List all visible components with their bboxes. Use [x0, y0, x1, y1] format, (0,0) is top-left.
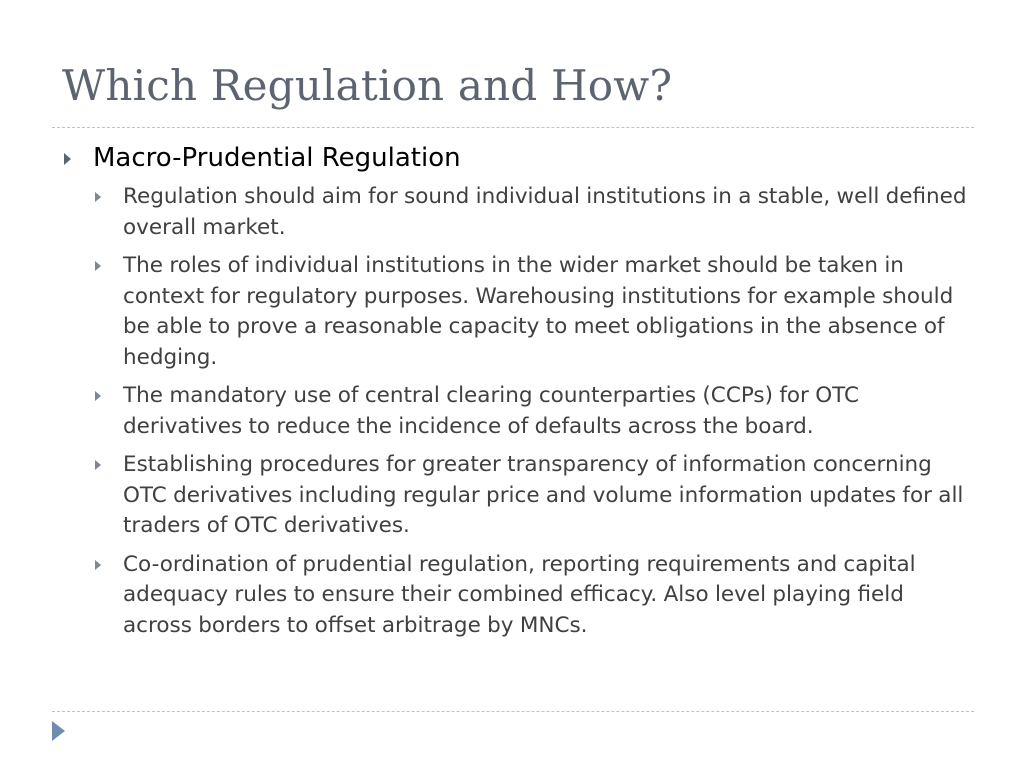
- triangle-right-icon: [95, 560, 101, 570]
- triangle-right-icon: [64, 153, 71, 165]
- section-heading: Macro-Prudential Regulation: [93, 143, 461, 173]
- heading-bullet: [62, 138, 968, 178]
- bullet-text: The mandatory use of central clearing counterparties (CCPs) for OTC derivatives to reduce the incidence of defaults across the board.: [123, 383, 860, 439]
- bullet-text: Regulation should aim for sound individual institutions in a stable, well defined overall market.: [123, 184, 967, 240]
- bullet-text: The roles of individual institutions in the wider market should be taken in context for regulatory purposes. Warehousing institutions for example should be able to prove a reasonable capacity to meet obligations in the absence of hedging.: [123, 253, 954, 370]
- list-item: [62, 381, 968, 442]
- triangle-right-icon: [95, 192, 101, 202]
- title-divider: [52, 127, 974, 128]
- bullet-list: [62, 182, 968, 641]
- bullet-text: Establishing procedures for greater transparency of information concerning OTC derivatives including regular price and volume information updates for all traders of OTC derivatives.: [123, 452, 964, 538]
- triangle-right-icon: [52, 721, 65, 741]
- slide-content: [62, 138, 968, 649]
- list-item: [62, 450, 968, 542]
- footer-divider: [52, 711, 974, 712]
- triangle-right-icon: [95, 460, 101, 470]
- triangle-right-icon: [95, 391, 101, 401]
- slide-title: Which Regulation and How?: [62, 61, 673, 110]
- bullet-text: Co-ordination of prudential regulation, reporting requirements and capital adequacy rules to ensure their combined efficacy. Also level playing field across borders to offset arbitrage by MNCs.: [123, 551, 916, 638]
- list-item: [62, 251, 968, 373]
- list-item: [62, 182, 968, 243]
- list-item: [62, 550, 968, 642]
- triangle-right-icon: [95, 261, 101, 271]
